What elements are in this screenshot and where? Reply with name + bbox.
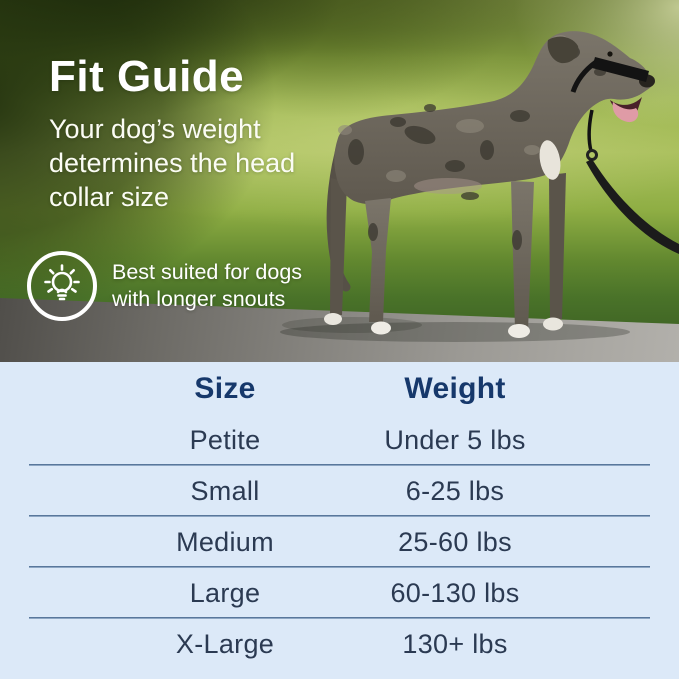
weight-value: 60-130 lbs	[390, 578, 520, 608]
table-row-petite	[0, 415, 679, 466]
size-value: Petite	[189, 425, 261, 455]
tip-callout	[27, 251, 344, 321]
column-header-size: Size	[194, 372, 256, 405]
weight-value: 25-60 lbs	[398, 527, 512, 557]
table-row-medium	[0, 517, 679, 568]
size-value: X-Large	[175, 629, 275, 659]
weight-value: 130+ lbs	[402, 629, 508, 659]
subtitle: Your dog’s weight determines the head collar size	[49, 114, 296, 213]
weight-value: Under 5 lbs	[384, 425, 526, 455]
weight-value: 6-25 lbs	[405, 476, 505, 506]
table-header-row	[0, 362, 679, 415]
page-title: Fit Guide	[49, 52, 245, 101]
size-value: Large	[189, 578, 261, 608]
tip-text: Best suited for dogs with longer snouts	[112, 259, 303, 311]
size-value: Medium	[176, 527, 274, 557]
column-header-weight: Weight	[404, 372, 506, 405]
lightbulb-icon	[27, 251, 97, 321]
size-table	[0, 362, 679, 679]
table-row-small	[0, 466, 679, 517]
table-row-large	[0, 568, 679, 619]
table-row-x-large	[0, 619, 679, 670]
size-value: Small	[190, 476, 260, 506]
